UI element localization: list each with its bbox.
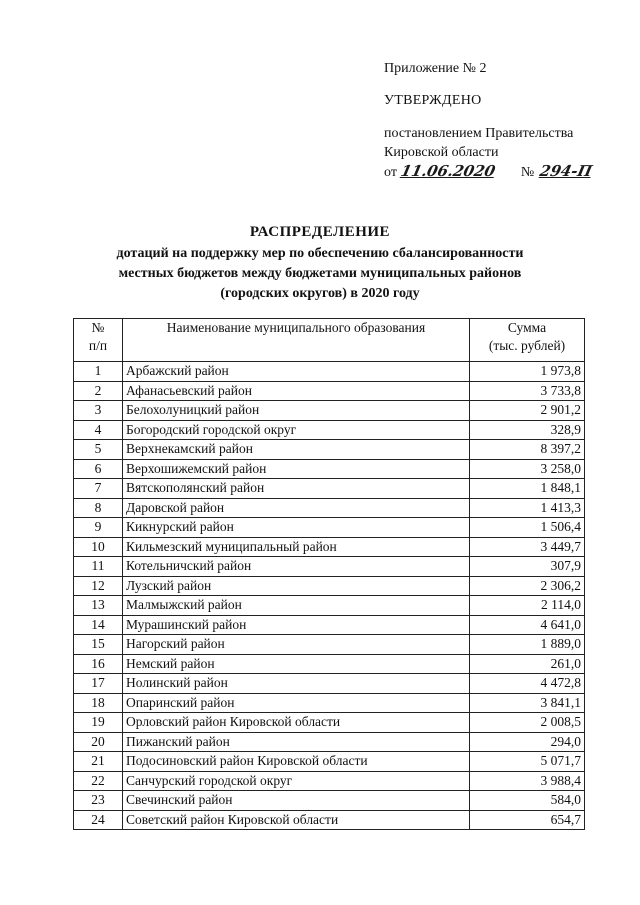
amount-cell: 654,7: [470, 810, 585, 830]
row-number-cell: 13: [74, 596, 123, 616]
municipality-name-cell: Кильмезский муниципальный район: [123, 537, 470, 557]
row-number-cell: 12: [74, 576, 123, 596]
table-row: [74, 654, 585, 674]
amount-cell: 307,9: [470, 557, 585, 577]
table-row: [74, 713, 585, 733]
amount-cell: 1 506,4: [470, 518, 585, 538]
table-row: [74, 518, 585, 538]
amount-cell: 2 306,2: [470, 576, 585, 596]
amount-cell: 4 641,0: [470, 615, 585, 635]
column-header-number: [74, 319, 123, 362]
table-row: [74, 615, 585, 635]
amount-cell: 328,9: [470, 420, 585, 440]
amount-cell: 1 848,1: [470, 479, 585, 499]
municipality-name-cell: Кикнурский район: [123, 518, 470, 538]
table-row: [74, 537, 585, 557]
row-number-cell: 14: [74, 615, 123, 635]
date-prefix: от: [384, 165, 397, 180]
subtitle-line: (городских округов) в 2020 году: [220, 286, 420, 301]
decree-reference: [384, 124, 592, 182]
header-sum-line-2: (тыс. рублей): [488, 338, 566, 353]
table-row: [74, 596, 585, 616]
table-row: [74, 791, 585, 811]
municipality-name-cell: Белохолуницкий район: [123, 401, 470, 421]
table-row: [74, 401, 585, 421]
amount-cell: 3 258,0: [470, 459, 585, 479]
row-number-cell: 24: [74, 810, 123, 830]
municipality-name-cell: Опаринский район: [123, 693, 470, 713]
handwritten-number: 294-П: [538, 162, 594, 180]
amount-cell: 1 973,8: [470, 362, 585, 382]
header-number-line-1: №: [91, 320, 105, 335]
municipality-name-cell: Орловский район Кировской области: [123, 713, 470, 733]
row-number-cell: 21: [74, 752, 123, 772]
municipality-name-cell: Малмыжский район: [123, 596, 470, 616]
table-row: [74, 752, 585, 772]
number-prefix: №: [520, 165, 535, 180]
row-number-cell: 17: [74, 674, 123, 694]
row-number-cell: 3: [74, 401, 123, 421]
amount-cell: 2 008,5: [470, 713, 585, 733]
row-number-cell: 4: [74, 420, 123, 440]
table-header-row: [74, 319, 585, 362]
header-sum-line-1: Сумма: [507, 320, 547, 335]
table-row: [74, 732, 585, 752]
table-row: [74, 557, 585, 577]
amount-cell: 3 733,8: [470, 381, 585, 401]
municipality-name-cell: Богородский городской округ: [123, 420, 470, 440]
amount-cell: 2 114,0: [470, 596, 585, 616]
row-number-cell: 22: [74, 771, 123, 791]
decree-date-number-line: [384, 162, 592, 182]
column-header-sum: [470, 319, 585, 362]
municipality-name-cell: Вятскополянский район: [123, 479, 470, 499]
amount-cell: 8 397,2: [470, 440, 585, 460]
amount-cell: 294,0: [470, 732, 585, 752]
amount-cell: 5 071,7: [470, 752, 585, 772]
row-number-cell: 5: [74, 440, 123, 460]
municipality-name-cell: Санчурский городской округ: [123, 771, 470, 791]
document-heading: [60, 222, 580, 304]
table-body: [74, 362, 585, 830]
row-number-cell: 15: [74, 635, 123, 655]
table-row: [74, 479, 585, 499]
approved-stamp-text: УТВЕРЖДЕНО: [384, 93, 482, 108]
municipality-name-cell: Пижанский район: [123, 732, 470, 752]
table-row: [74, 381, 585, 401]
amount-cell: 3 988,4: [470, 771, 585, 791]
row-number-cell: 20: [74, 732, 123, 752]
municipality-name-cell: Нагорский район: [123, 635, 470, 655]
row-number-cell: 8: [74, 498, 123, 518]
amount-cell: 1 413,3: [470, 498, 585, 518]
row-number-cell: 11: [74, 557, 123, 577]
table-row: [74, 674, 585, 694]
table-row: [74, 693, 585, 713]
decree-line-2: Кировской области: [384, 145, 499, 160]
row-number-cell: 18: [74, 693, 123, 713]
municipality-name-cell: Верхошижемский район: [123, 459, 470, 479]
amount-cell: 3 449,7: [470, 537, 585, 557]
table-row: [74, 635, 585, 655]
amount-cell: 3 841,1: [470, 693, 585, 713]
table-row: [74, 498, 585, 518]
row-number-cell: 6: [74, 459, 123, 479]
row-number-cell: 7: [74, 479, 123, 499]
column-header-name: Наименование муниципального образования: [123, 319, 470, 362]
row-number-cell: 16: [74, 654, 123, 674]
municipality-name-cell: Свечинский район: [123, 791, 470, 811]
municipality-name-cell: Мурашинский район: [123, 615, 470, 635]
amount-cell: 4 472,8: [470, 674, 585, 694]
amount-cell: 2 901,2: [470, 401, 585, 421]
subtitle-line: местных бюджетов между бюджетами муниципальных районов: [118, 266, 522, 281]
appendix-label: Приложение № 2: [384, 61, 487, 76]
municipality-name-cell: Арбажский район: [123, 362, 470, 382]
municipality-name-cell: Афанасьевский район: [123, 381, 470, 401]
municipality-name-cell: Подосиновский район Кировской области: [123, 752, 470, 772]
table-row: [74, 576, 585, 596]
document-title: РАСПРЕДЕЛЕНИЕ: [249, 224, 391, 240]
municipality-name-cell: Верхнекамский район: [123, 440, 470, 460]
row-number-cell: 23: [74, 791, 123, 811]
table-row: [74, 810, 585, 830]
table-row: [74, 459, 585, 479]
table-row: [74, 440, 585, 460]
distribution-table: [73, 318, 585, 830]
row-number-cell: 1: [74, 362, 123, 382]
subtitle-line: дотаций на поддержку мер по обеспечению сбалансированности: [116, 246, 524, 261]
header-number-line-2: п/п: [88, 338, 108, 353]
table-row: [74, 362, 585, 382]
row-number-cell: 9: [74, 518, 123, 538]
amount-cell: 584,0: [470, 791, 585, 811]
table-row: [74, 420, 585, 440]
document-subtitle: [60, 244, 580, 304]
municipality-name-cell: Котельничский район: [123, 557, 470, 577]
row-number-cell: 2: [74, 381, 123, 401]
municipality-name-cell: Лузский район: [123, 576, 470, 596]
amount-cell: 261,0: [470, 654, 585, 674]
decree-line-1: постановлением Правительства: [384, 126, 574, 141]
row-number-cell: 19: [74, 713, 123, 733]
table-row: [74, 771, 585, 791]
municipality-name-cell: Советский район Кировской области: [123, 810, 470, 830]
municipality-name-cell: Даровской район: [123, 498, 470, 518]
handwritten-date: 11.06.2020: [399, 162, 497, 180]
amount-cell: 1 889,0: [470, 635, 585, 655]
municipality-name-cell: Нолинский район: [123, 674, 470, 694]
municipality-name-cell: Немский район: [123, 654, 470, 674]
row-number-cell: 10: [74, 537, 123, 557]
